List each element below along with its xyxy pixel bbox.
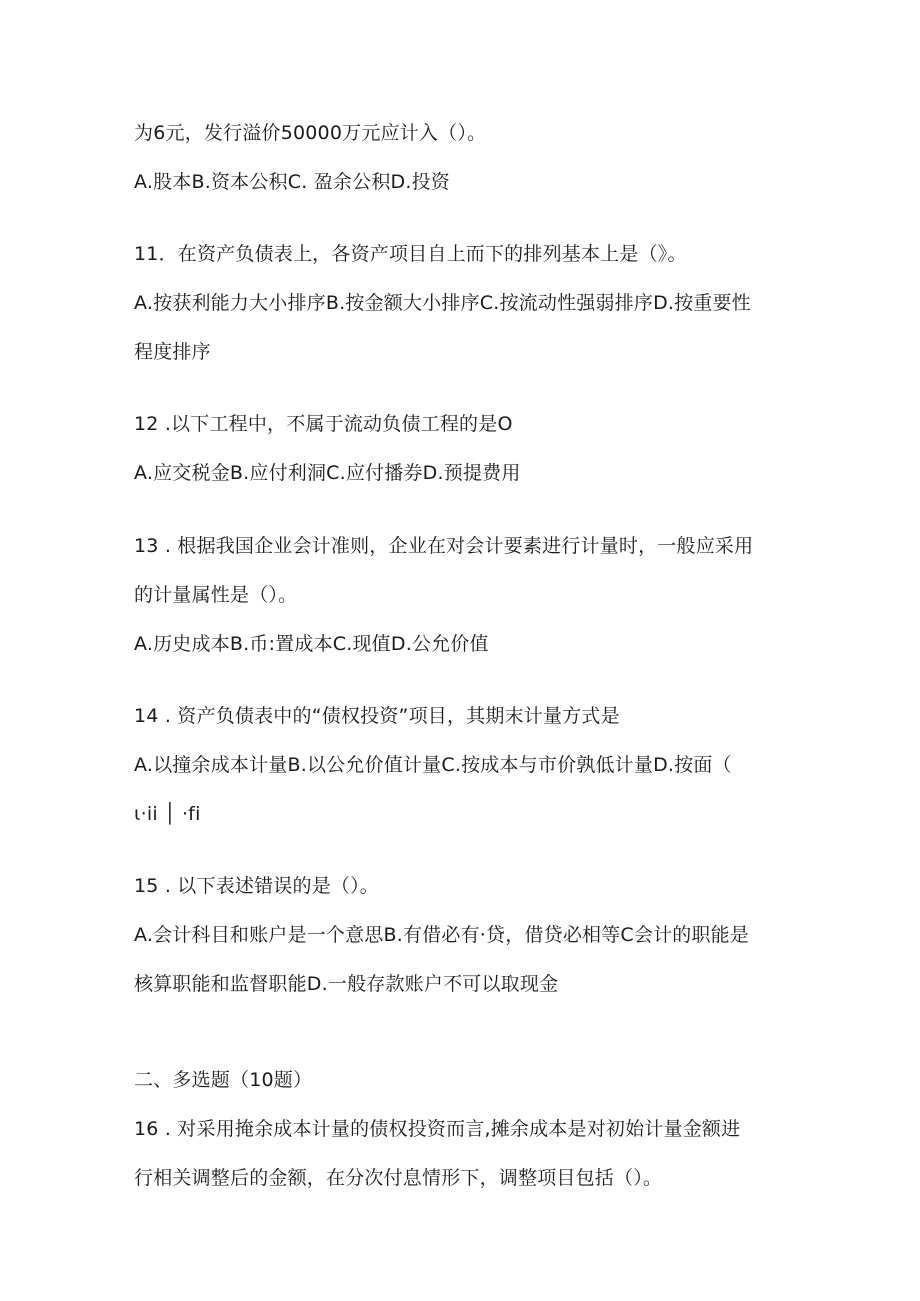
question-16: 16 . 对采用掩余成本计量的债权投资而言,摊余成本是对初始计量金额进 xyxy=(134,1118,741,1140)
text-line: 程度排序 xyxy=(134,341,211,363)
text-line: 行相关调整后的金额，在分次付息情形下，调整项目包括（）。 xyxy=(134,1167,663,1189)
text-line: 为6元，发行溢价50000万元应计入（）。 xyxy=(134,122,487,144)
question-13: 13 . 根据我国企业会计准则，企业在对会计要素进行计量时，一般应采用 xyxy=(134,535,754,557)
question-13-options: A.历史成本B.币:置成本C.现值D.公允价值 xyxy=(134,633,489,655)
question-14-options: A.以撞余成本计量B.以公允价值计量C.按成本与市价孰低计量D.按面（ xyxy=(134,754,732,776)
question-12-options: A.应交税金B.应付利洞C.应付播券D.预提费用 xyxy=(134,462,521,484)
question-11-options: A.按获利能力大小排序B.按金额大小排序C.按流动性强弱排序D.按重要性 xyxy=(134,292,751,314)
question-15: 15 . 以下表述错误的是（）。 xyxy=(134,875,379,897)
question-14: 14 . 资产负债表中的“债权投资”项目，其期末计量方式是 xyxy=(134,705,620,727)
text-line: 的计量属性是（）。 xyxy=(134,584,298,606)
question-11: 11．在资产负债表上，各资产项目自上而下的排列基本上是（》。 xyxy=(134,243,687,265)
text-line: ι·ii │ ·fi xyxy=(134,803,201,825)
text-line: 核算职能和监督职能D.一般存款账户不可以取现金 xyxy=(134,973,559,995)
question-15-options: A.会计科目和账户是一个意思B.有借必有·贷，借贷必相等C会计的职能是 xyxy=(134,924,750,946)
section-heading: 二、多选题（10题） xyxy=(134,1069,313,1091)
text-line: A.股本B.资本公积C. 盈余公积D.投资 xyxy=(134,171,450,193)
question-12: 12 .以下工程中，不属于流动负债工程的是O xyxy=(134,413,513,435)
